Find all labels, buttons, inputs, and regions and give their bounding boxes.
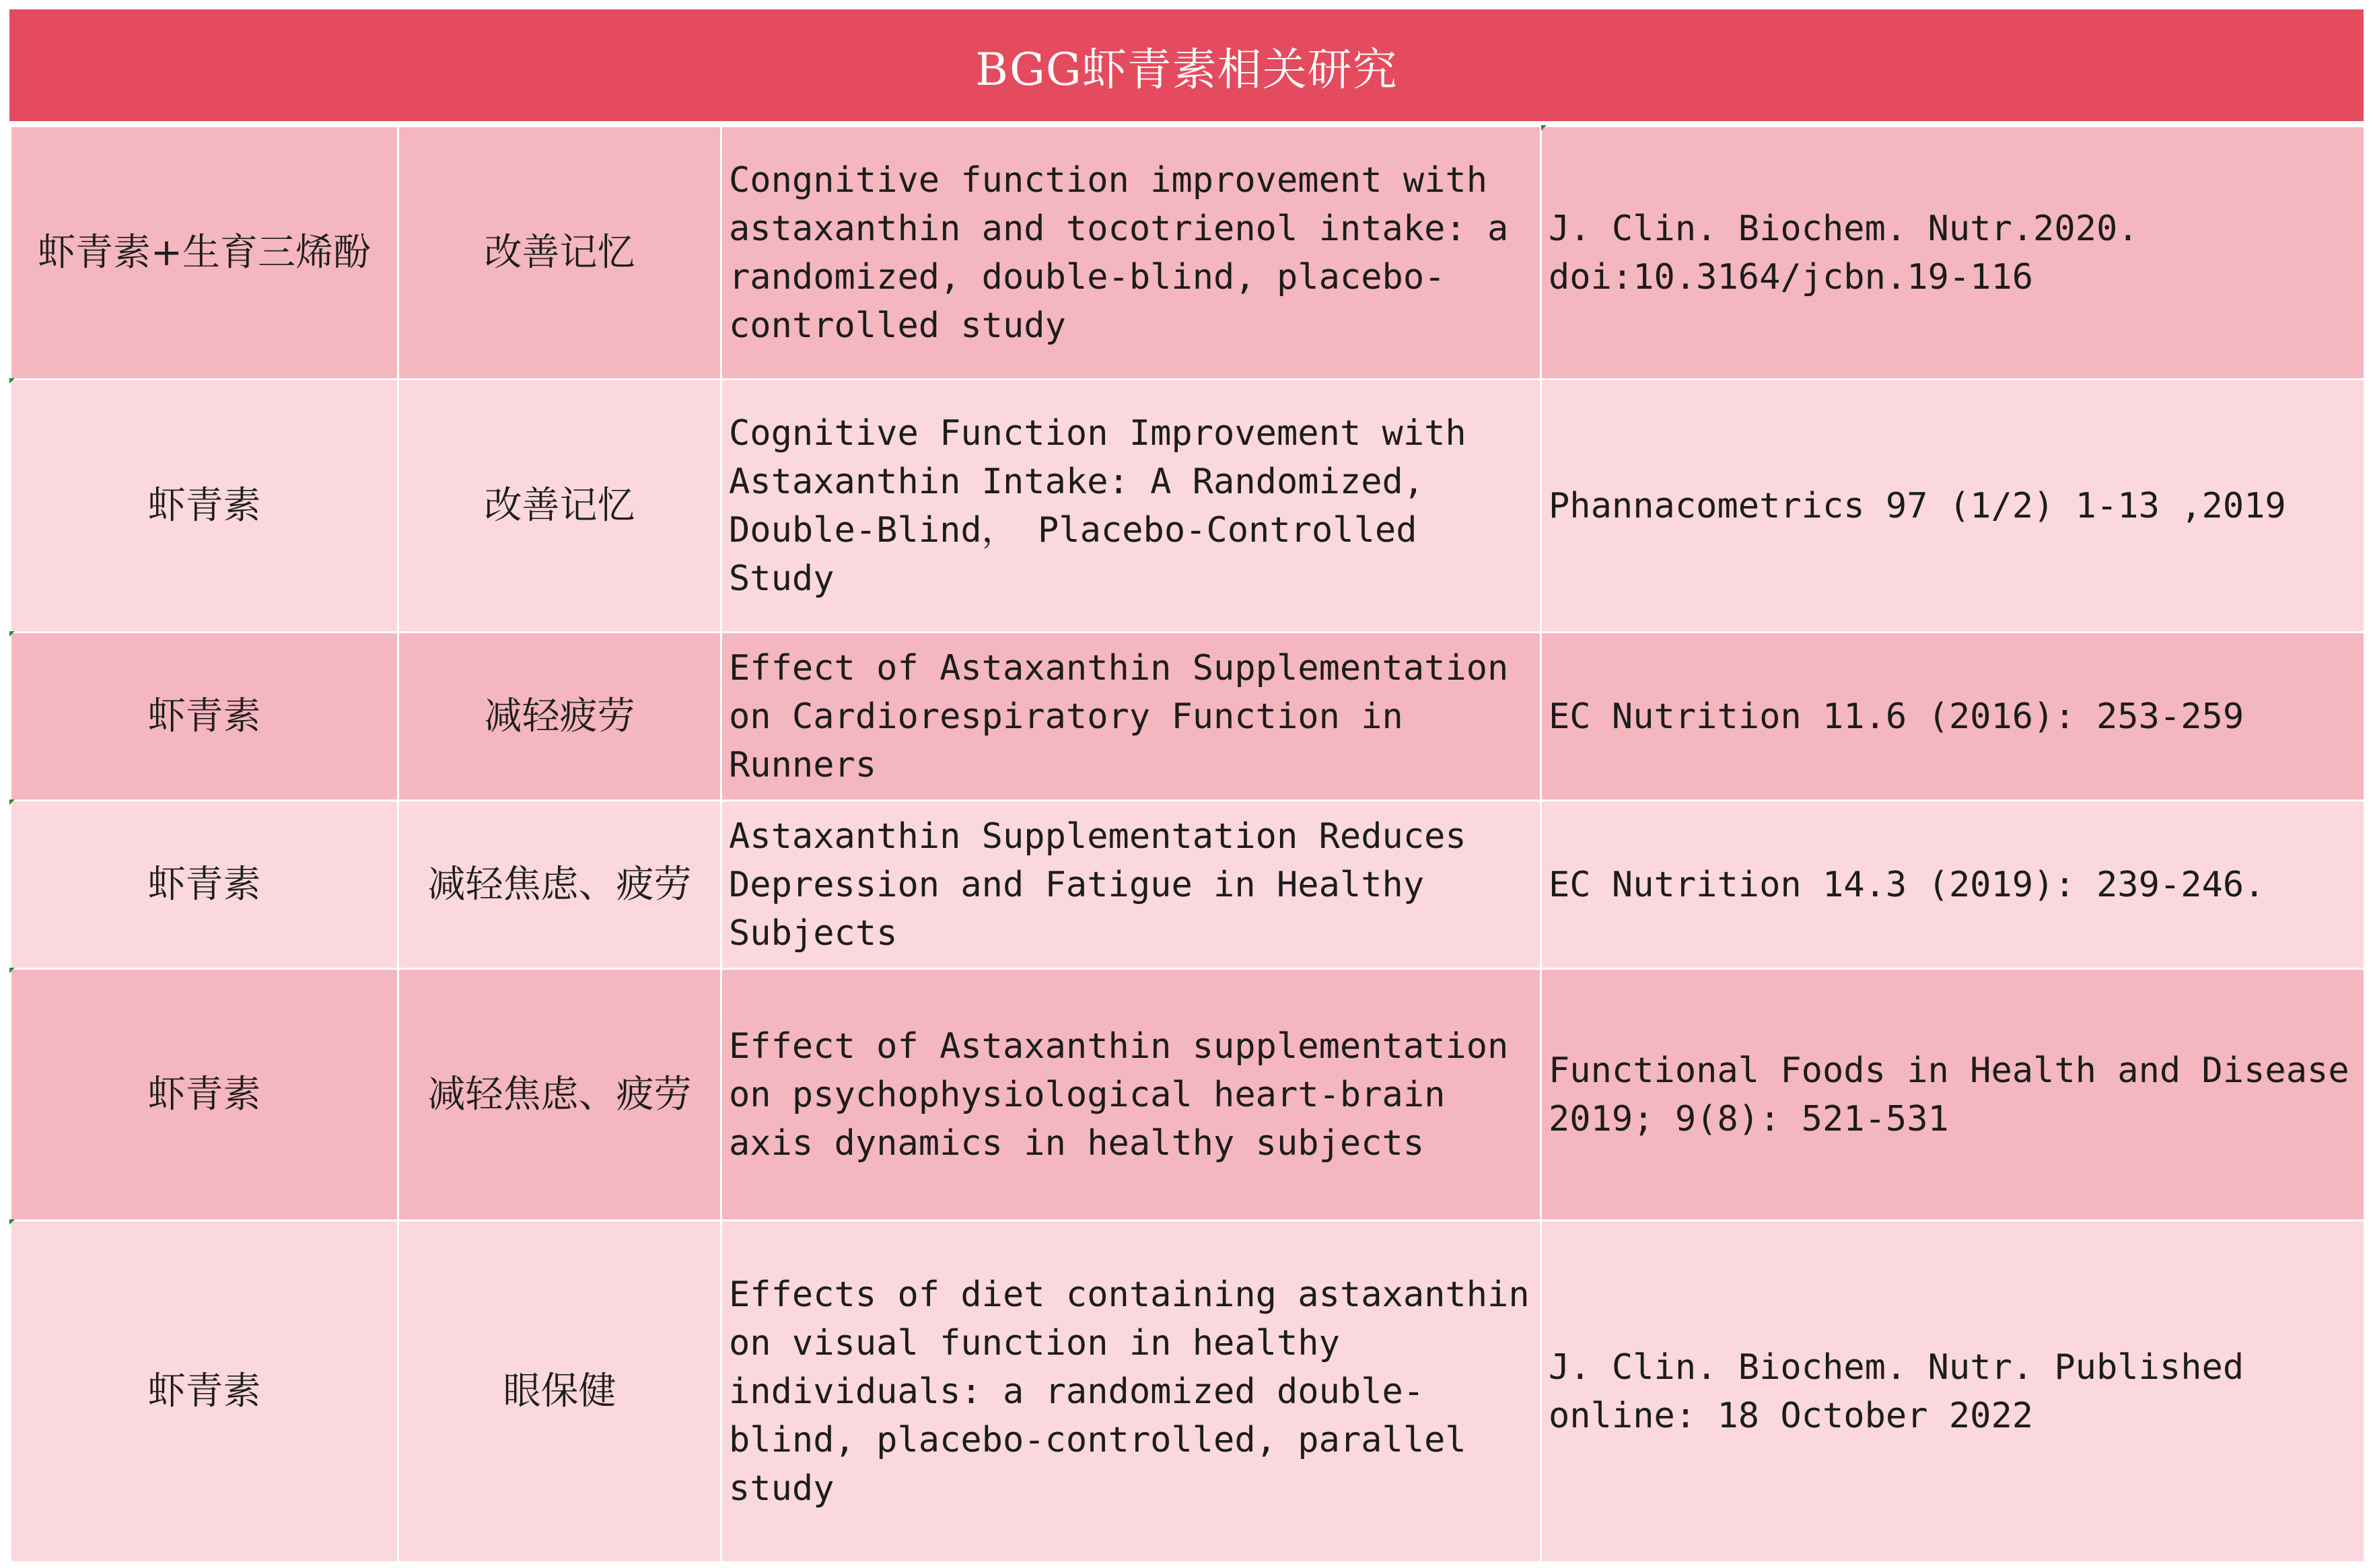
effect-text: 改善记忆 xyxy=(484,483,635,528)
ingredient-cell xyxy=(11,1221,398,1563)
reference-cell xyxy=(1541,633,2365,801)
cell-comment-marker xyxy=(9,378,15,384)
studies-table xyxy=(9,125,2366,1563)
ingredient-text: 虾青素 xyxy=(147,1369,261,1413)
reference-cell xyxy=(1541,1221,2365,1563)
study-title-text: Cognitive Function Improvement with Astaxanthin Intake: A Randomized, Double-Blind， Placebo-Controlled Study xyxy=(729,413,1466,599)
effect-text: 眼保健 xyxy=(503,1369,616,1413)
study-title-cell xyxy=(721,801,1541,969)
effect-text: 减轻疲劳 xyxy=(484,694,635,738)
reference-text: Phannacometrics 97 (1/2) 1-13 ,2019 xyxy=(1549,485,2286,526)
reference-cell xyxy=(1541,801,2365,969)
reference-text: J. Clin. Biochem. Nutr. Published online: 18 October 2022 xyxy=(1549,1347,2244,1436)
table-row xyxy=(11,127,2365,380)
study-title-text: Astaxanthin Supplementation Reduces Depression and Fatigue in Healthy Subjects xyxy=(729,816,1466,954)
ingredient-text: 虾青素 xyxy=(147,1072,261,1116)
ingredient-cell xyxy=(11,801,398,969)
cell-comment-marker xyxy=(9,1219,15,1225)
study-title-text: Congnitive function improvement with astaxanthin and tocotrienol intake: a randomized, double-blind, placebo-controlled study xyxy=(729,159,1509,346)
ingredient-cell xyxy=(11,380,398,633)
study-title-text: Effect of Astaxanthin supplementation on psychophysiological heart-brain axis dynamics in healthy subjects xyxy=(729,1026,1509,1164)
effect-cell xyxy=(398,1221,721,1563)
study-title-cell xyxy=(721,1221,1541,1563)
ingredient-cell xyxy=(11,127,398,380)
reference-text: J. Clin. Biochem. Nutr.2020. doi:10.3164/jcbn.19-116 xyxy=(1549,208,2139,297)
cell-comment-marker xyxy=(9,799,15,805)
ingredient-text: 虾青素 xyxy=(147,483,261,528)
ingredient-text: 虾青素+生育三烯酚 xyxy=(38,230,371,275)
effect-cell xyxy=(398,633,721,801)
ingredient-text: 虾青素 xyxy=(147,862,261,906)
study-title-cell xyxy=(721,380,1541,633)
table-row xyxy=(11,969,2365,1221)
reference-cell xyxy=(1541,380,2365,633)
ingredient-cell xyxy=(11,969,398,1221)
document-frame xyxy=(9,9,2364,1559)
effect-text: 减轻焦虑、疲劳 xyxy=(427,1072,692,1116)
ingredient-text: 虾青素 xyxy=(147,694,261,738)
table-title: BGG虾青素相关研究 xyxy=(9,9,2364,121)
effect-cell xyxy=(398,127,721,380)
reference-text: EC Nutrition 11.6 (2016): 253-259 xyxy=(1549,696,2244,737)
study-title-text: Effects of diet containing astaxanthin on visual function in healthy individuals: a randomized double-blind, placebo-controlled, parallel study xyxy=(729,1274,1530,1509)
reference-text: Functional Foods in Health and Disease 2019; 9(8): 521-531 xyxy=(1549,1050,2349,1139)
study-title-cell xyxy=(721,127,1541,380)
study-title-cell xyxy=(721,633,1541,801)
effect-cell xyxy=(398,801,721,969)
table-row xyxy=(11,1221,2365,1563)
table-row xyxy=(11,801,2365,969)
ingredient-cell xyxy=(11,633,398,801)
reference-cell xyxy=(1541,969,2365,1221)
effect-cell xyxy=(398,969,721,1221)
study-title-text: Effect of Astaxanthin Supplementation on Cardiorespiratory Function in Runners xyxy=(729,647,1509,785)
effect-cell xyxy=(398,380,721,633)
effect-text: 改善记忆 xyxy=(484,230,635,275)
reference-cell xyxy=(1541,127,2365,380)
cell-comment-marker xyxy=(9,631,15,637)
table-row xyxy=(11,380,2365,633)
cell-comment-marker xyxy=(1541,125,1547,131)
cell-comment-marker xyxy=(9,968,15,973)
table-row xyxy=(11,633,2365,801)
effect-text: 减轻焦虑、疲劳 xyxy=(427,862,692,906)
study-title-cell xyxy=(721,969,1541,1221)
reference-text: EC Nutrition 14.3 (2019): 239-246. xyxy=(1549,864,2265,905)
